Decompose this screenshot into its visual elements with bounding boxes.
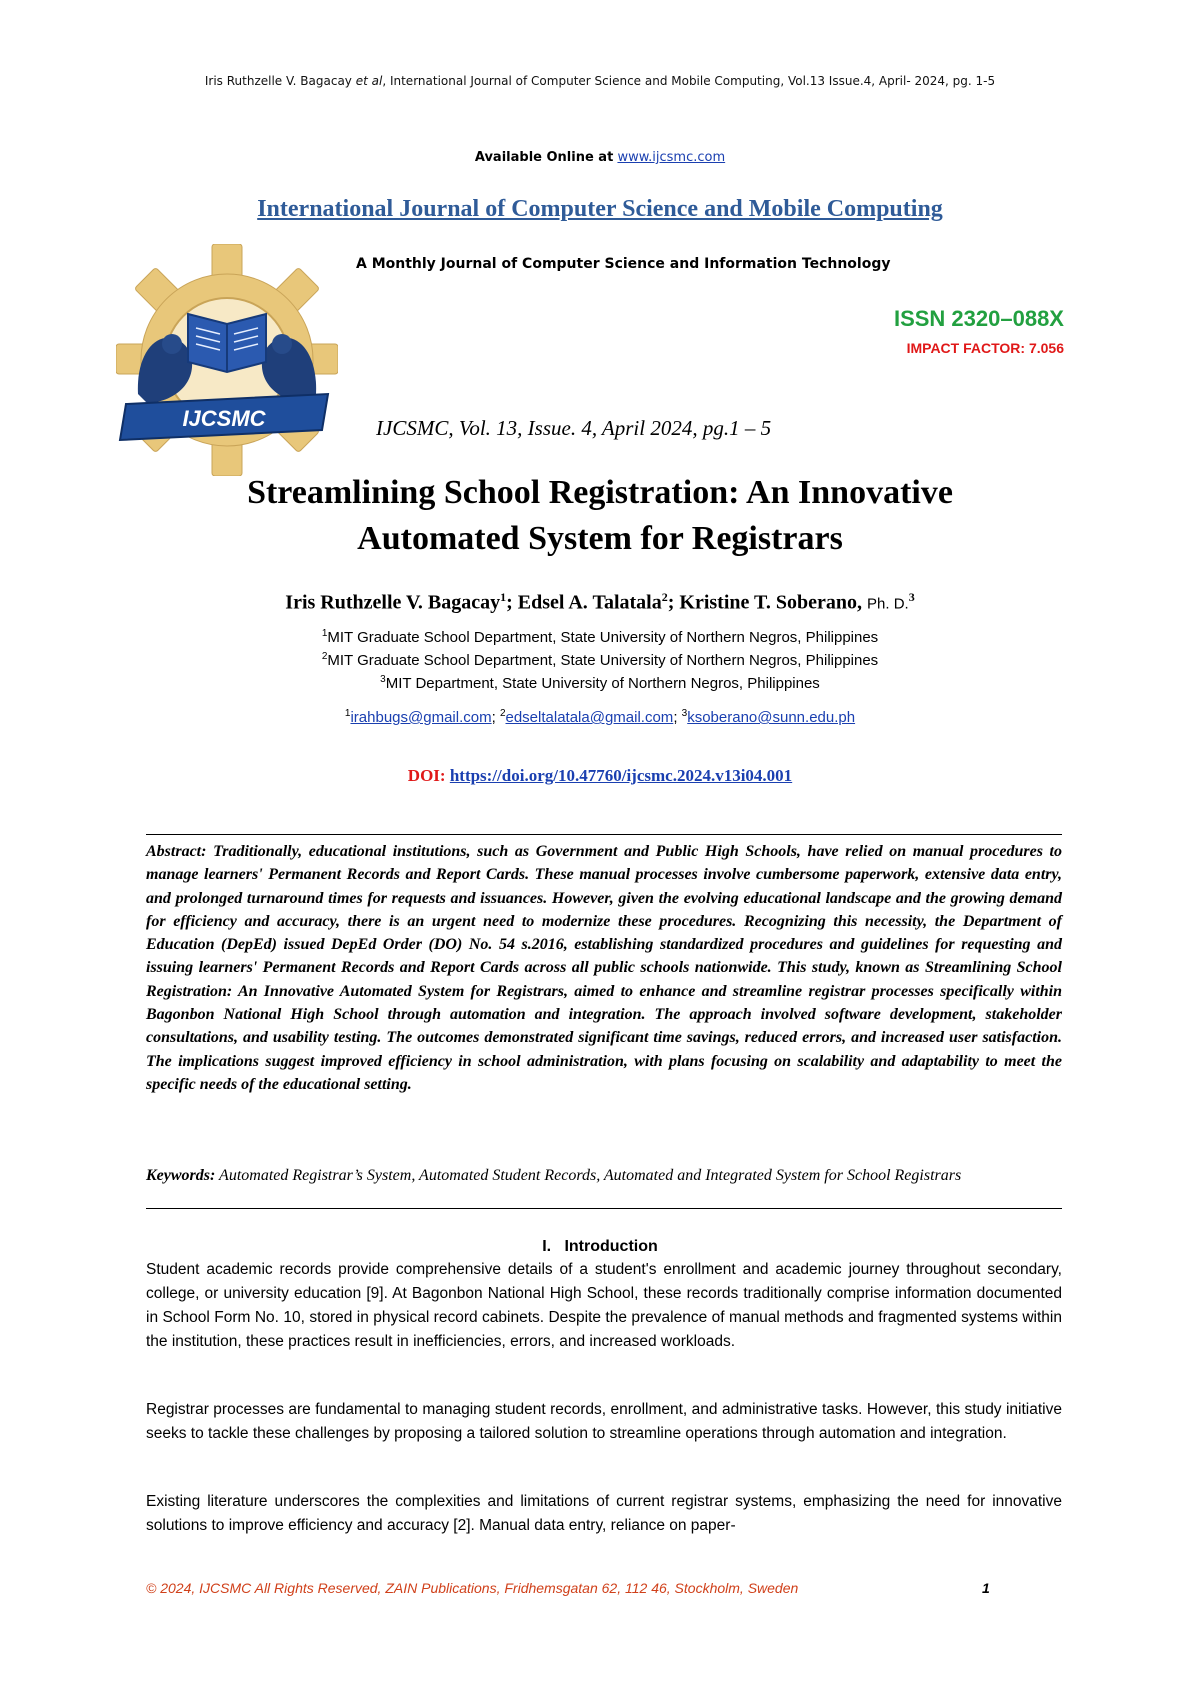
running-header-journal: , International Journal of Computer Science and Mobile Computing, Vol.13 Issue.4, April- 2024, pg. 1-5 xyxy=(382,74,996,88)
running-header-etal: et al xyxy=(355,74,383,88)
keywords xyxy=(146,1165,1062,1186)
journal-website-link[interactable]: www.ijcsmc.com xyxy=(617,150,726,165)
impact-factor: IMPACT FACTOR: 7.056 xyxy=(906,340,1064,356)
available-label: Available Online at xyxy=(474,150,614,165)
doi xyxy=(0,766,1200,786)
running-header xyxy=(0,74,1200,88)
affiliation-2-text: MIT Graduate School Department, State University of Northern Negros, Philippines xyxy=(327,652,879,669)
logo-text: IJCSMC xyxy=(182,406,266,431)
email-2-sup: 2 xyxy=(499,708,506,719)
page-number: 1 xyxy=(982,1580,990,1596)
affiliation-1-sup: 1 xyxy=(321,628,328,639)
author-2-sup: 2 xyxy=(661,590,668,604)
author-1: Iris Ruthzelle V. Bagacay xyxy=(285,591,501,614)
citation: IJCSMC, Vol. 13, Issue. 4, April 2024, pg.1 – 5 xyxy=(376,416,772,440)
paper-title xyxy=(0,470,1200,562)
doi-label: DOI: xyxy=(407,766,446,785)
ijcsmc-logo xyxy=(116,244,338,476)
journal-subtitle: A Monthly Journal of Computer Science and Information Technology xyxy=(356,256,891,272)
author-1-sup: 1 xyxy=(500,590,507,604)
paper-title-line2: Automated System for Registrars xyxy=(357,520,843,557)
available-online xyxy=(0,150,1200,165)
email-3-sup: 3 xyxy=(681,708,688,719)
affiliation-2-sup: 2 xyxy=(321,651,328,662)
affiliation-1-text: MIT Graduate School Department, State University of Northern Negros, Philippines xyxy=(327,629,879,646)
copyright-footer: © 2024, IJCSMC All Rights Reserved, ZAIN Publications, Fridhemsgatan 62, 112 46, Stockholm, Sweden xyxy=(146,1580,799,1596)
affiliation-3 xyxy=(0,668,1200,695)
keywords-label: Keywords: xyxy=(146,1167,216,1184)
author-2: ; Edsel A. Talatala xyxy=(506,591,662,614)
affiliation-3-sup: 3 xyxy=(380,674,386,685)
author-list xyxy=(0,590,1200,615)
author-3: ; Kristine T. Soberano, xyxy=(667,591,863,614)
running-header-authors: Iris Ruthzelle V. Bagacay xyxy=(204,74,352,88)
affiliation-3-text: MIT Department, State University of Northern Negros, Philippines xyxy=(385,675,820,692)
email-link-1[interactable]: irahbugs@gmail.com xyxy=(350,709,492,726)
author-3-sup: 3 xyxy=(908,590,915,604)
email-link-3[interactable]: ksoberano@sunn.edu.ph xyxy=(687,709,856,726)
paper-title-line1: Streamlining School Registration: An Innovative xyxy=(247,474,953,511)
doi-link[interactable]: https://doi.org/10.47760/ijcsmc.2024.v13i04.001 xyxy=(449,766,793,785)
journal-title[interactable]: International Journal of Computer Science and Mobile Computing xyxy=(257,196,943,222)
author-3-degree: Ph. D. xyxy=(867,595,909,613)
author-emails: $^1$irahbugs@gmail.com; $^2$edseltalatala@gmail.com; $^3$ksoberano@sunn.edu.ph xyxy=(344,708,856,726)
abstract: Abstract: Traditionally, educational institutions, such as Government and Public High Schools, have relied on manual procedures to manage learners' Permanent Records and Report Cards. These manual processes involve cumbersome paperwork, extensive data entry, and prolonged turnaround times for requests and issuances. However, given the evolving educational landscape and the growing demand for efficiency and accuracy, there is an urgent need to modernize these procedures. Recognizing this necessity, the Department of Education (DepEd) issued DepEd Order (DO) No. 54 s.2016, establishing standardized procedures and guidelines for requesting and issuing learners' Permanent Records and Report Cards across all public schools nationwide. This study, known as Streamlining School Registration: An Innovative Automated System for Registrars, aimed to enhance and streamline registrar processes specifically within Bagonbon National High School through automation and integration. The approach involved software development, stakeholder consultations, and usability testing. The outcomes demonstrated significant time savings, reduced errors, and increased user satisfaction. The implications suggest improved efficiency in school administration, with plans focusing on scalability and adaptability to meet the specific needs of the educational setting. xyxy=(146,843,1062,1093)
intro-paragraph-3: Existing literature underscores the complexities and limitations of current registrar systems, emphasizing the need for innovative solutions to improve efficiency and accuracy [2]. Manual data entry, reliance on paper- xyxy=(146,1493,1062,1534)
keywords-text: Automated Registrar’s System, Automated Student Records, Automated and Integrated System for School Registrars xyxy=(219,1167,962,1184)
intro-paragraph-1: Student academic records provide comprehensive details of a student's enrollment and academic journey throughout secondary, college, or university education [9]. At Bagonbon National High School, these records traditionally comprise information documented in School Form No. 10, stored in physical record cabinets. Despite the prevalence of manual methods and fragmented systems within the institution, these practices result in inefficiencies, errors, and increased workloads. xyxy=(146,1261,1062,1350)
email-link-2[interactable]: edseltalatala@gmail.com xyxy=(505,709,674,726)
abstract-top-rule xyxy=(146,834,1062,835)
section-heading-introduction: I. Introduction xyxy=(542,1238,658,1255)
abstract-bottom-rule xyxy=(146,1208,1062,1209)
intro-paragraph-2: Registrar processes are fundamental to managing student records, enrollment, and administrative tasks. However, this study initiative seeks to tackle these challenges by proposing a tailored solution to streamline operations through automation and integration. xyxy=(146,1401,1062,1442)
email-1-sup: 1 xyxy=(344,708,351,719)
issn: ISSN 2320–088X xyxy=(893,306,1064,331)
